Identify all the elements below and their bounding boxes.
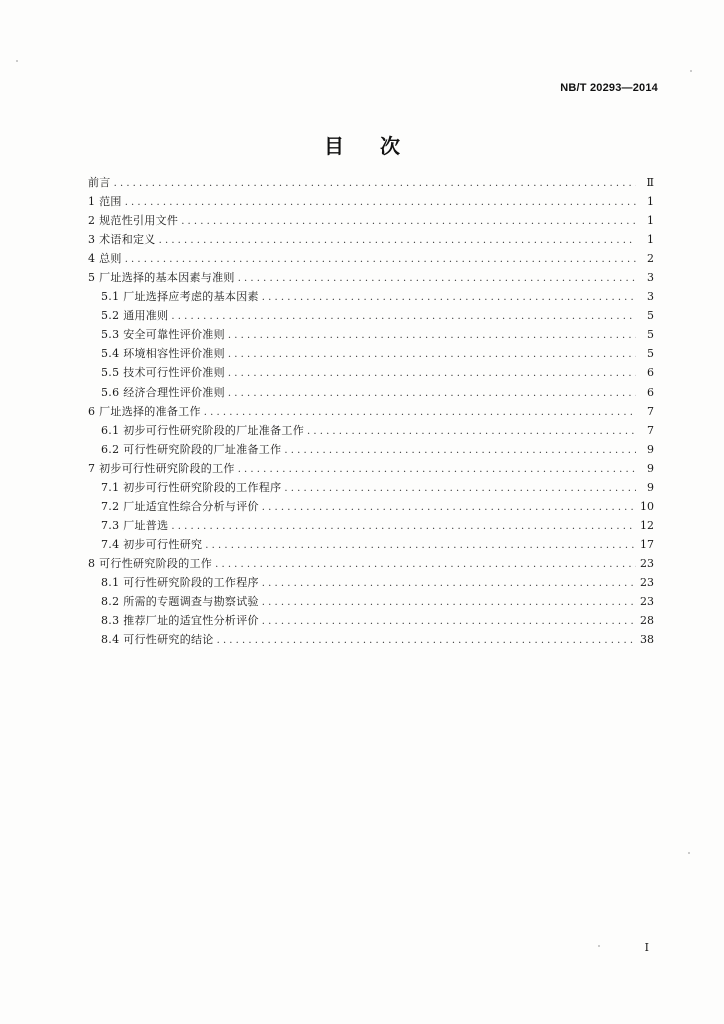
toc-dot-leader — [159, 231, 636, 250]
toc-entry-page: 23 — [640, 575, 654, 589]
toc-dot-leader — [204, 403, 636, 422]
toc-entry-title: 5 厂址选择的基本因素与准则 — [88, 271, 235, 285]
toc-entry — [88, 497, 654, 516]
toc-entry-title: 7 初步可行性研究阶段的工作 — [88, 461, 235, 475]
toc-entry-page: 28 — [640, 614, 654, 628]
toc-entry-title: 7.4 初步可行性研究 — [101, 537, 203, 551]
toc-entry — [88, 421, 654, 440]
toc-entry-title: 1 范围 — [88, 195, 122, 209]
toc-entry-title: 6.1 初步可行性研究阶段的厂址准备工作 — [101, 423, 304, 437]
toc-entry — [88, 211, 654, 230]
toc-entry-title: 8.2 所需的专题调查与勘察试验 — [101, 595, 259, 609]
toc-entry — [88, 516, 654, 535]
toc-dot-leader — [284, 479, 636, 498]
toc-entry-page: 17 — [640, 537, 654, 551]
toc-dot-leader — [262, 498, 636, 517]
toc-entry — [88, 249, 654, 268]
toc-entry — [88, 268, 654, 287]
toc-entry — [88, 554, 654, 573]
toc-entry — [88, 440, 654, 459]
toc-entry-page: 5 — [647, 347, 654, 361]
toc-entry — [88, 573, 654, 592]
toc-dot-leader — [205, 536, 636, 555]
toc-dot-leader — [307, 422, 636, 441]
toc-entry-page: 1 — [647, 195, 654, 209]
toc-entry — [88, 344, 654, 363]
toc-entry — [88, 173, 654, 192]
toc-dot-leader — [262, 574, 636, 593]
toc-dot-leader — [228, 364, 636, 383]
toc-entry-title: 8 可行性研究阶段的工作 — [88, 556, 213, 570]
toc-dot-leader — [217, 631, 636, 650]
toc-entry-title: 7.3 厂址普选 — [101, 518, 169, 532]
scan-speck — [690, 70, 692, 72]
toc-entry-page: 38 — [640, 633, 654, 647]
toc-entry — [88, 478, 654, 497]
toc-entry-page: 12 — [640, 518, 654, 532]
toc-dot-leader — [228, 326, 636, 345]
toc-dot-leader — [228, 384, 636, 403]
toc-entry-title: 3 术语和定义 — [88, 233, 156, 247]
toc-dot-leader — [171, 517, 636, 536]
toc-entry — [88, 630, 654, 649]
toc-entry-page: 6 — [647, 385, 654, 399]
page-number: I — [644, 941, 649, 954]
table-of-contents — [88, 173, 654, 649]
toc-entry-page: 2 — [647, 252, 654, 266]
toc-entry — [88, 402, 654, 421]
toc-entry — [88, 230, 654, 249]
toc-entry — [88, 459, 654, 478]
toc-entry-page: 23 — [640, 595, 654, 609]
toc-entry-page: 5 — [647, 328, 654, 342]
toc-entry-page: 3 — [647, 290, 654, 304]
toc-dot-leader — [215, 555, 636, 574]
toc-entry — [88, 287, 654, 306]
standard-code: NB/T 20293—2014 — [560, 82, 658, 94]
toc-dot-leader — [171, 307, 636, 326]
toc-entry-title: 5.1 厂址选择应考虑的基本因素 — [101, 290, 259, 304]
toc-entry — [88, 592, 654, 611]
toc-entry-title: 8.4 可行性研究的结论 — [101, 633, 214, 647]
toc-entry — [88, 192, 654, 211]
toc-entry-page: 23 — [640, 556, 654, 570]
toc-entry-title: 5.5 技术可行性评价准则 — [101, 366, 225, 380]
toc-entry-title: 5.3 安全可靠性评价准则 — [101, 328, 225, 342]
toc-entry — [88, 306, 654, 325]
toc-entry-title: 5.2 通用准则 — [101, 309, 169, 323]
toc-dot-leader — [125, 193, 636, 212]
toc-entry-page: 1 — [647, 214, 654, 228]
toc-entry-title: 7.2 厂址适宜性综合分析与评价 — [101, 499, 259, 513]
toc-entry-page: 6 — [647, 366, 654, 380]
toc-entry-page: 9 — [647, 480, 654, 494]
toc-title: 目次 — [324, 134, 436, 158]
scan-speck — [16, 60, 18, 62]
toc-entry-title: 6 厂址选择的准备工作 — [88, 404, 201, 418]
toc-dot-leader — [228, 345, 636, 364]
toc-entry — [88, 325, 654, 344]
toc-dot-leader — [284, 441, 636, 460]
toc-dot-leader — [114, 174, 636, 193]
toc-entry-title: 5.4 环境相容性评价准则 — [101, 347, 225, 361]
toc-entry-page: 3 — [647, 271, 654, 285]
toc-entry-page: Ⅱ — [646, 176, 654, 189]
toc-dot-leader — [238, 269, 636, 288]
toc-entry — [88, 611, 654, 630]
toc-entry — [88, 363, 654, 382]
toc-entry — [88, 383, 654, 402]
toc-entry-title: 8.3 推荐厂址的适宜性分析评价 — [101, 614, 259, 628]
toc-dot-leader — [262, 593, 636, 612]
toc-dot-leader — [262, 612, 636, 631]
scan-speck — [598, 945, 600, 947]
toc-dot-leader — [262, 288, 636, 307]
toc-dot-leader — [181, 212, 636, 231]
toc-entry-title: 前言 — [88, 176, 111, 189]
toc-entry-title: 7.1 初步可行性研究阶段的工作程序 — [101, 480, 282, 494]
toc-entry-title: 2 规范性引用文件 — [88, 214, 179, 228]
toc-entry-page: 1 — [647, 233, 654, 247]
toc-entry — [88, 535, 654, 554]
toc-entry-page: 9 — [647, 461, 654, 475]
toc-entry-page: 9 — [647, 442, 654, 456]
toc-entry-page: 10 — [640, 499, 654, 513]
scan-speck — [688, 852, 690, 854]
toc-entry-title: 8.1 可行性研究阶段的工作程序 — [101, 575, 259, 589]
toc-entry-page: 5 — [647, 309, 654, 323]
toc-dot-leader — [238, 460, 636, 479]
toc-entry-title: 5.6 经济合理性评价准则 — [101, 385, 225, 399]
toc-dot-leader — [125, 250, 636, 269]
toc-entry-page: 7 — [647, 423, 654, 437]
toc-entry-page: 7 — [647, 404, 654, 418]
toc-entry-title: 4 总则 — [88, 252, 122, 266]
toc-entry-title: 6.2 可行性研究阶段的厂址准备工作 — [101, 442, 282, 456]
